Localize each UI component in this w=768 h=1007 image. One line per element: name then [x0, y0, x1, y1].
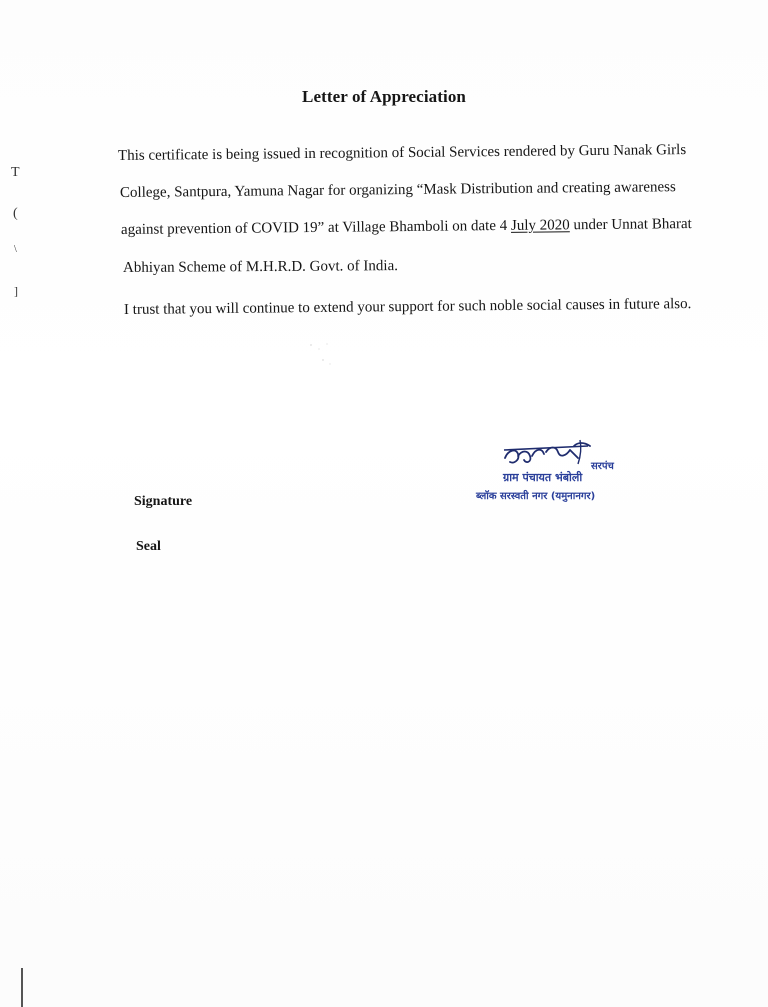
signature-label: Signature — [134, 494, 193, 509]
stamp-line: ग्राम पंचायत भंबोली — [503, 471, 583, 484]
margin-char: T — [11, 165, 20, 180]
event-date: July 2020 — [510, 217, 570, 234]
body-line: College, Santpura, Yamuna Nagar for organizing “Mask Distribution and creating awareness — [119, 179, 676, 201]
scan-specks — [305, 340, 345, 370]
signature-stamp — [470, 436, 640, 520]
body-line-with-date — [121, 216, 692, 239]
scan-edge-mark — [21, 968, 23, 1007]
seal-label: Seal — [136, 539, 161, 554]
margin-char: ( — [13, 206, 18, 221]
margin-char: \ — [14, 244, 17, 255]
margin-char: ] — [14, 284, 18, 298]
closing-line: I trust that you will continue to extend your support for such noble social causes in future also. — [123, 296, 692, 318]
stamp-line: सरपंच — [591, 461, 614, 472]
body-line: Abhiyan Scheme of M.H.R.D. Govt. of India. — [122, 258, 399, 276]
body-line-end: under Unnat Bharat — [573, 216, 692, 234]
letter-title: Letter of Appreciation — [302, 87, 466, 106]
stamp-line: ब्लॉक सरस्वती नगर (यमुनानगर) — [476, 491, 596, 502]
body-line: This certificate is being issued in recognition of Social Services rendered by Guru Nanak Girls — [117, 142, 687, 164]
body-line-start: against prevention of COVID 19” at Village Bhamboli on date 4 — [120, 217, 508, 238]
